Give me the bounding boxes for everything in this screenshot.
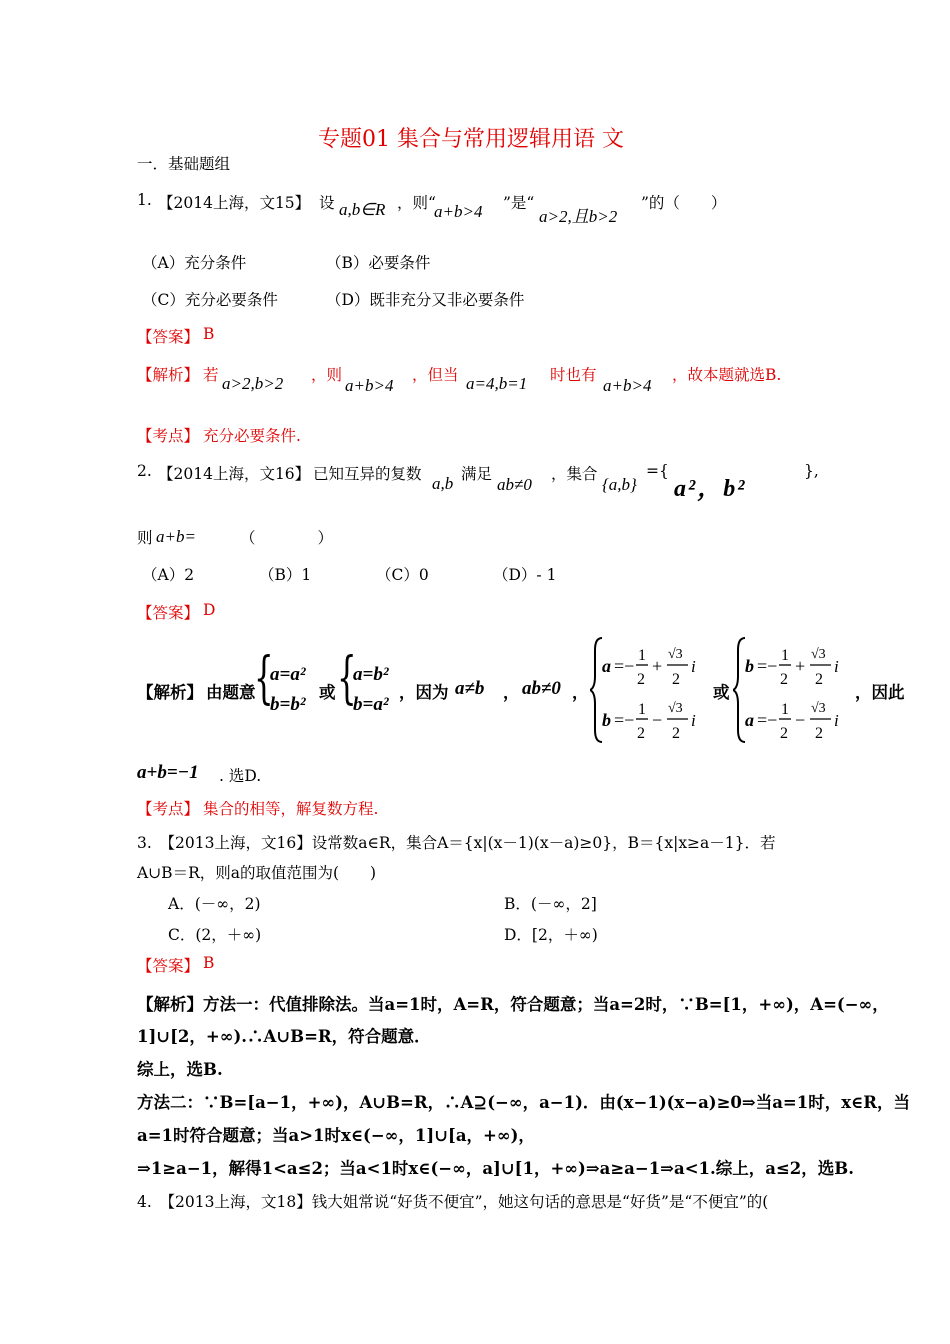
q3-analysis-line-1: 【解析】方法一：代值排除法。当a=1时，A=R，符合题意；当a=2时，∵B=[1，+∞)，A=(−∞，: [137, 995, 889, 1014]
q2-text-4: ={: [646, 462, 669, 480]
q2-ask-math: a+b=: [156, 527, 196, 546]
q1-analysis-text-5: ，故本题就选B.: [672, 366, 782, 384]
svg-text:2: 2: [815, 725, 823, 742]
q2-analysis-text-2: ，因为: [399, 683, 449, 702]
q2-system-1-eq-1: a=a²: [270, 664, 306, 685]
q1-math-3: a>2,且b>2: [539, 207, 618, 226]
q2-number: 2.: [137, 462, 152, 480]
q1-source: 【2014上海，文15】: [158, 194, 311, 212]
q1-analysis-math-1: a>2,b>2: [222, 374, 284, 393]
q1-text-1: ，则“: [397, 194, 436, 212]
svg-text:2: 2: [780, 725, 788, 742]
q4-line-1: 4. 【2013上海，文18】钱大姐常说“好货不便宜”，她这句话的意思是“好货”是“不便宜”的(: [137, 1193, 769, 1211]
svg-text:2: 2: [637, 671, 645, 688]
q2-conclusion-math: a+b=−1: [137, 762, 199, 783]
q2-analysis-text-3: ，: [503, 683, 520, 702]
q2-system-1-eq-2: b=b²: [270, 694, 306, 715]
svg-text:=−: =−: [614, 656, 635, 676]
q2-analysis-math-2: ab≠0: [522, 678, 561, 699]
svg-text:b: b: [745, 656, 754, 676]
q1-option-c: （C）充分必要条件: [142, 291, 278, 309]
q1-analysis-text-1: 若: [203, 366, 219, 384]
q2-option-c: （C）0: [376, 566, 429, 584]
q1-keypoint-label: 【考点】: [137, 427, 200, 445]
q2-system-2-brace: {: [337, 646, 357, 711]
svg-text:2: 2: [637, 725, 645, 742]
q2-ask: 则: [137, 529, 153, 547]
q1-analysis-text-4: 时也有: [550, 366, 597, 384]
svg-text:a: a: [745, 710, 754, 730]
svg-text:2: 2: [672, 671, 680, 688]
q1-analysis-math-2: a+b>4: [345, 376, 394, 395]
svg-text:+: +: [652, 656, 663, 676]
q3-analysis-line-3: 综上，选B.: [137, 1060, 223, 1079]
q2-or-1: 或: [319, 683, 336, 702]
q2-or-2: 或: [713, 683, 730, 702]
q1-analysis-text-2: ，则: [311, 366, 343, 384]
q2-keypoint: 集合的相等，解复数方程.: [203, 800, 379, 818]
q1-text-3: ”的（ ）: [641, 194, 727, 212]
svg-text:1: 1: [638, 701, 646, 718]
q2-analysis-text-5: ，因此: [855, 683, 905, 702]
q2-text-5: },: [804, 462, 819, 480]
svg-text:i: i: [691, 711, 696, 730]
q2-analysis-text-4: ，: [572, 683, 589, 702]
q2-system-1-brace: {: [254, 646, 274, 711]
q1-text-2: ”是“: [503, 194, 535, 212]
svg-text:i: i: [834, 711, 839, 730]
svg-text:√3: √3: [811, 647, 826, 662]
q3-analysis-line-6: ⇒1≥a−1，解得1<a≤2；当a<1时x∈(−∞，a]∪[1，+∞)⇒a≥a−1⇒a<1.综上，a≤2，选B.: [137, 1159, 854, 1178]
q3-option-c: C．(2，＋∞): [168, 926, 262, 944]
q2-conclusion-text: . 选D.: [219, 767, 262, 785]
svg-text:1: 1: [781, 701, 789, 718]
q1-analysis-math-4: a+b>4: [603, 376, 652, 395]
q1-analysis-math-3: a=4,b=1: [466, 374, 528, 393]
q3-answer: B: [203, 954, 215, 972]
q1-number: 1.: [137, 191, 152, 209]
q1-analysis-label: 【解析】: [137, 366, 200, 384]
svg-text:2: 2: [815, 671, 823, 688]
q3-analysis-line-4: 方法二：∵B=[a−1，+∞)，A∪B=R，∴A⊇(−∞，a−1)．由(x−1)(x−a)≥0⇒当a=1时，x∈R，当: [137, 1093, 910, 1112]
q3-line-1: 3. 【2013上海，文16】设常数a∈R，集合A＝{x|(x－1)(x－a)≥0}，B＝{x|x≥a－1}．若: [137, 834, 776, 852]
q2-analysis-label: 【解析】: [137, 683, 203, 702]
q2-ask-paren: （ ）: [240, 529, 334, 547]
q2-text-1: 已知互异的复数: [313, 465, 422, 483]
q1-answer-label: 【答案】: [137, 328, 200, 346]
q2-math-4: a²，b²: [674, 476, 747, 502]
q3-option-a: A．(－∞，2): [168, 895, 261, 913]
q2-math-1: a,b: [432, 474, 454, 493]
q1-option-b: （B）必要条件: [326, 254, 431, 272]
q1-text-pre: 设: [319, 194, 335, 212]
q2-analysis-math-1: a≠b: [455, 678, 485, 699]
q3-answer-label: 【答案】: [137, 957, 200, 975]
q1-analysis-text-3: ，但当: [412, 366, 459, 384]
q3-analysis-line-5: a=1时符合题意；当a>1时x∈(−∞，1]∪[a，+∞)，: [137, 1126, 535, 1145]
svg-text:−: −: [652, 710, 663, 730]
q2-math-2: ab≠0: [497, 475, 532, 494]
q2-system-2-eq-1: a=b²: [353, 664, 389, 685]
svg-text:√3: √3: [668, 701, 683, 716]
svg-text:=−: =−: [614, 710, 635, 730]
svg-text:a: a: [602, 656, 611, 676]
q2-option-d: （D）- 1: [493, 566, 557, 584]
svg-text:−: −: [795, 710, 806, 730]
q2-analysis-text-1: 由题意: [206, 683, 256, 702]
svg-text:2: 2: [672, 725, 680, 742]
svg-text:2: 2: [780, 671, 788, 688]
q2-answer: D: [203, 601, 216, 619]
q3-line-2: A∪B＝R，则a的取值范围为( ): [137, 864, 377, 882]
svg-text:=−: =−: [757, 710, 778, 730]
q3-analysis-line-2: 1]∪[2，+∞).∴A∪B=R，符合题意．: [137, 1027, 431, 1046]
svg-text:1: 1: [638, 647, 646, 664]
q1-option-d: （D）既非充分又非必要条件: [326, 291, 525, 309]
q2-keypoint-label: 【考点】: [137, 800, 200, 818]
q2-text-3: ，集合: [551, 465, 598, 483]
q1-option-a: （A）充分条件: [142, 254, 247, 272]
q2-option-a: （A）2: [142, 566, 195, 584]
svg-text:i: i: [834, 657, 839, 676]
q1-math-1: a,b∈R: [339, 200, 386, 219]
q2-source: 【2014上海，文16】: [158, 465, 311, 483]
q3-option-d: D．[2，＋∞): [504, 926, 598, 944]
svg-text:√3: √3: [668, 647, 683, 662]
q2-text-2: 满足: [461, 465, 493, 483]
q2-root-system-2: [733, 634, 863, 746]
q1-answer: B: [203, 325, 215, 343]
section-heading: 一．基础题组: [137, 155, 231, 173]
svg-text:i: i: [691, 657, 696, 676]
svg-text:=−: =−: [757, 656, 778, 676]
svg-text:√3: √3: [811, 701, 826, 716]
q2-math-3: {a,b}: [602, 475, 637, 494]
q1-keypoint: 充分必要条件.: [203, 427, 301, 445]
svg-text:+: +: [795, 656, 806, 676]
q2-answer-label: 【答案】: [137, 604, 200, 622]
q2-system-2-eq-2: b=a²: [353, 694, 389, 715]
q3-option-b: B．(－∞，2]: [504, 895, 597, 913]
q2-root-system-1: [590, 634, 720, 746]
q1-math-2: a+b>4: [434, 202, 483, 221]
page-title: 专题01 集合与常用逻辑用语 文: [318, 127, 624, 152]
svg-text:1: 1: [781, 647, 789, 664]
svg-text:b: b: [602, 710, 611, 730]
q2-option-b: （B）1: [259, 566, 312, 584]
